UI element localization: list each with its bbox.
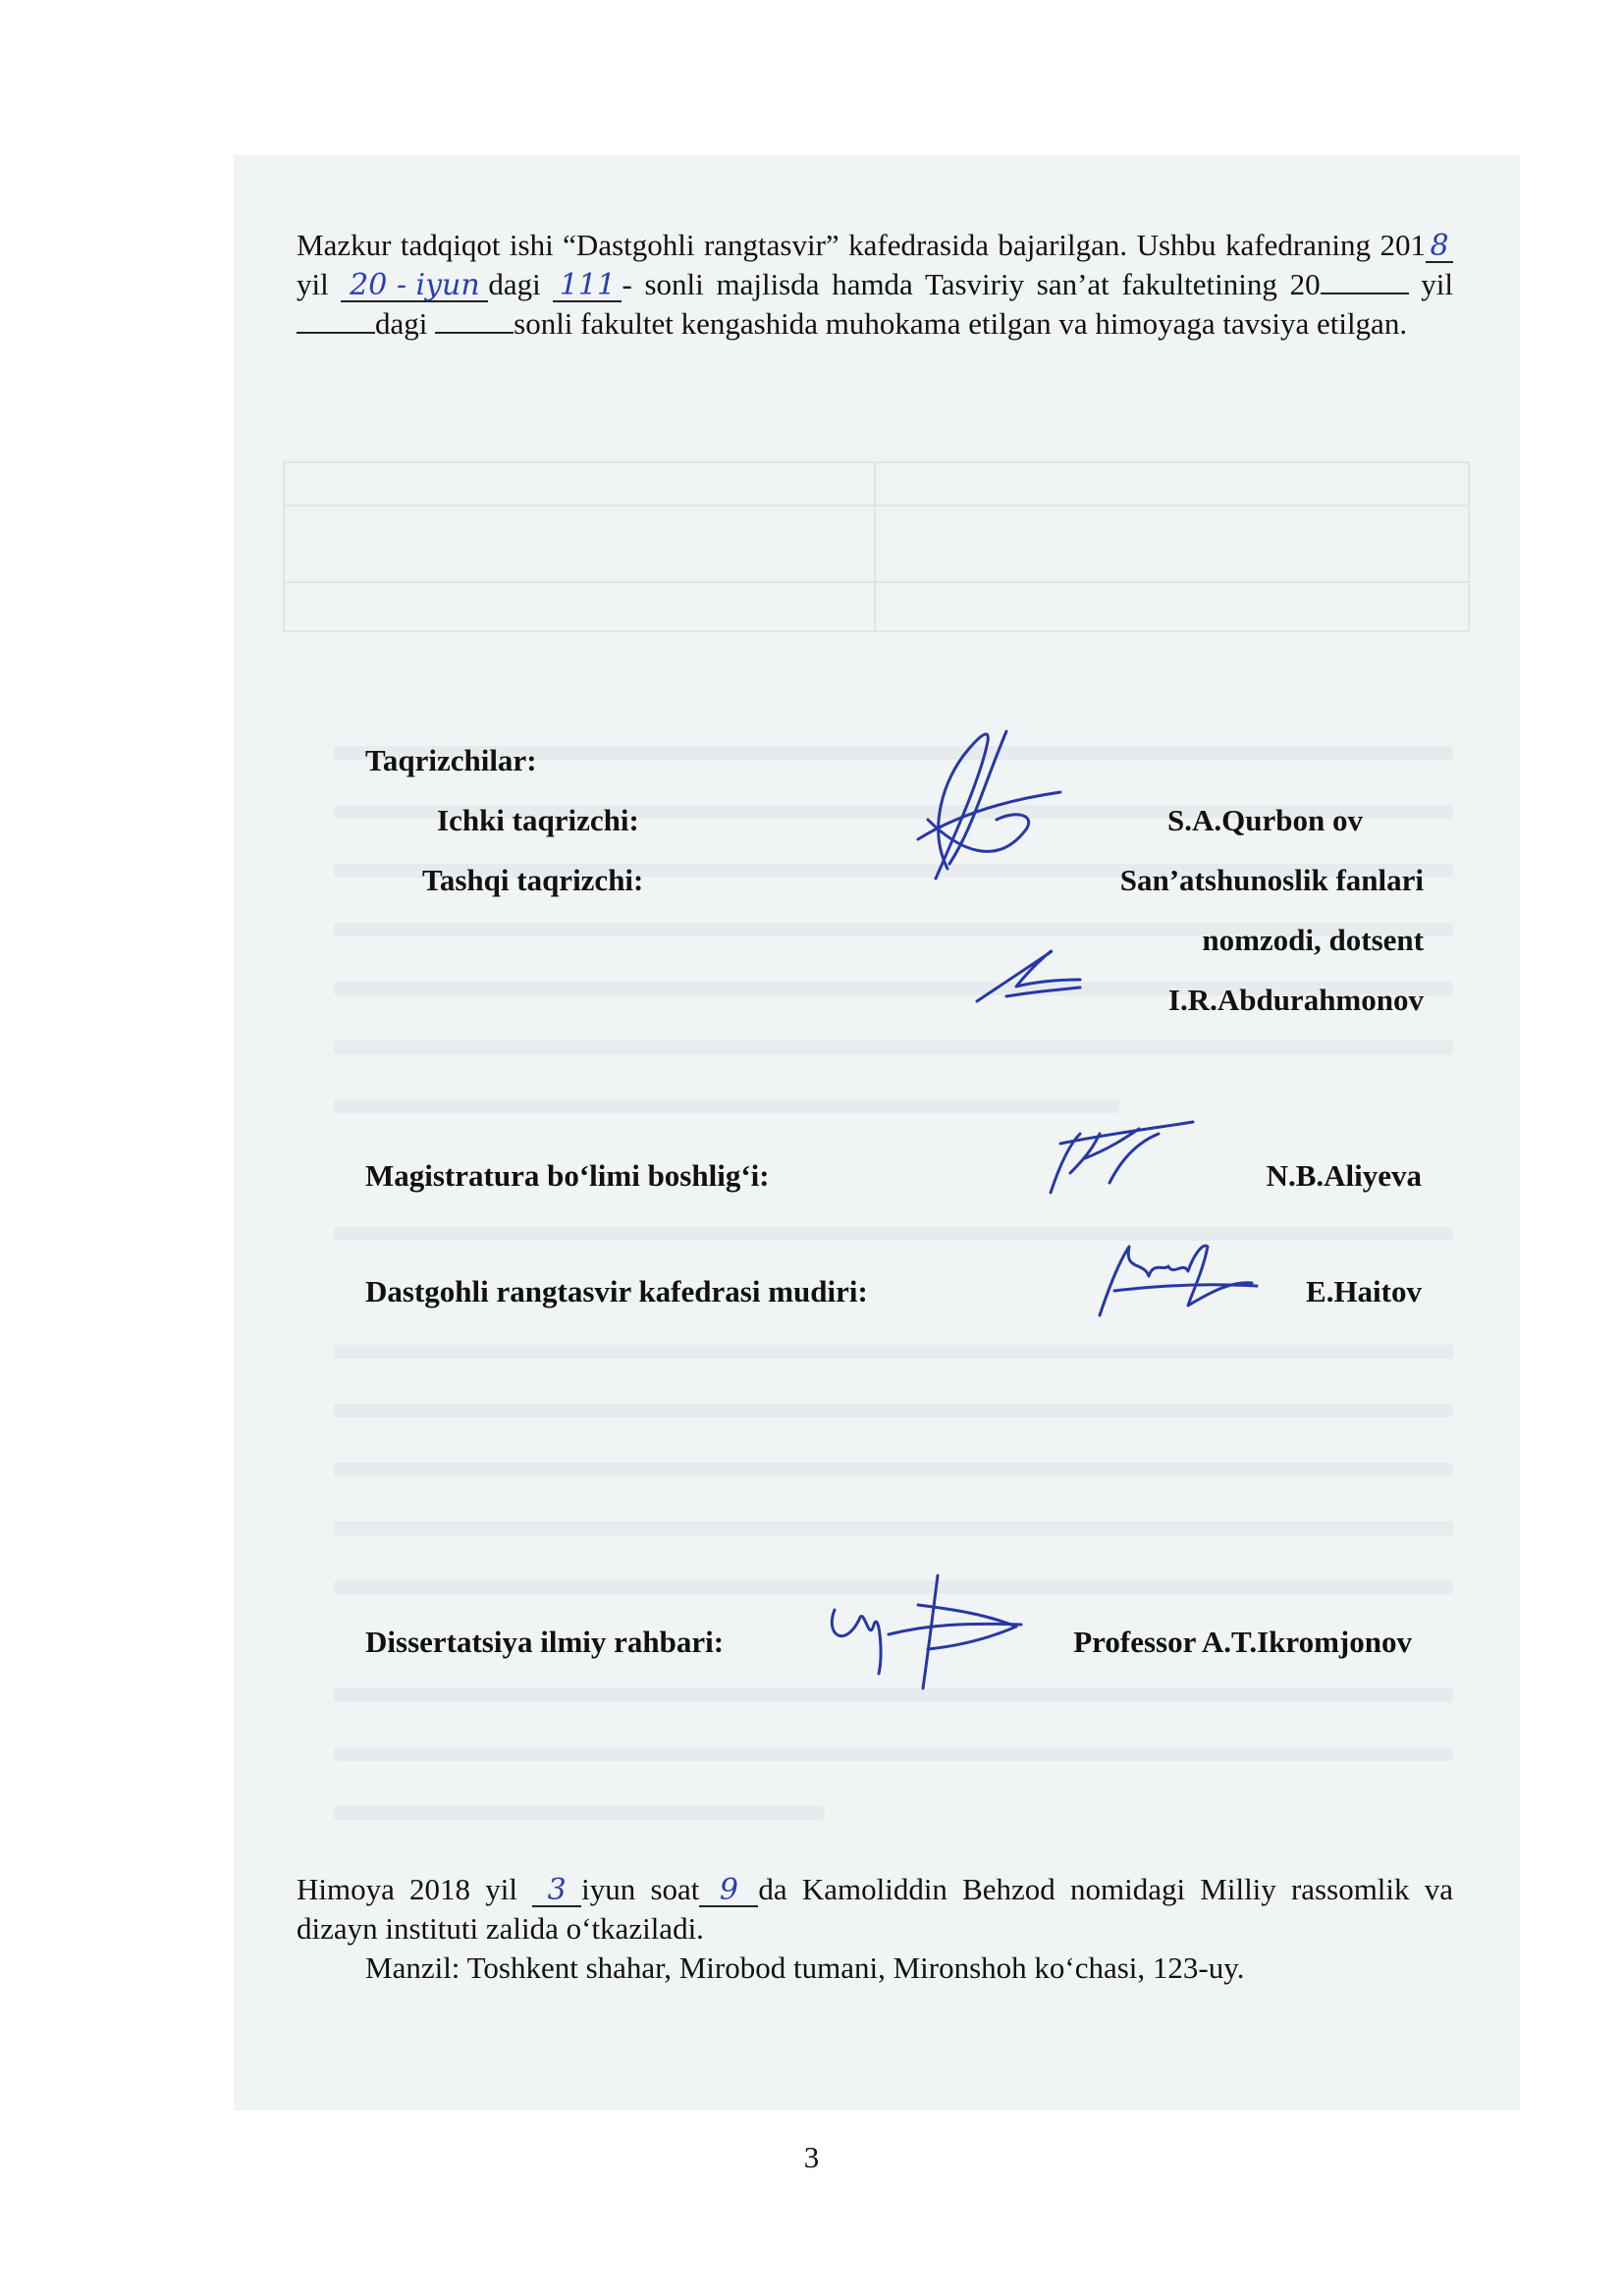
show-through-line [334, 1747, 1453, 1761]
external-reviewer-title-line1: San’atshunoslik fanlari [1119, 863, 1424, 897]
department-head-name: E.Haitov [1306, 1274, 1422, 1308]
show-through-line [334, 1099, 1119, 1113]
show-through-table [283, 461, 1470, 632]
show-through-line [334, 1404, 1453, 1417]
external-reviewer-signature [967, 942, 1085, 1011]
magistracy-head-signature [1041, 1114, 1198, 1202]
magistracy-head-name: N.B.Aliyeva [1266, 1158, 1422, 1193]
external-reviewer-label: Tashqi taqrizchi: [422, 863, 644, 897]
defense-day-handwritten: 3 [532, 1876, 581, 1907]
supervisor-label: Dissertatsiya ilmiy rahbari: [365, 1625, 725, 1659]
address: Manzil: Toshkent shahar, Mirobod tumani, Mironshoh ko‘chasi, 123-uy. [365, 1950, 1245, 1985]
supervisor-signature [820, 1566, 1031, 1693]
reviewers-heading: Taqrizchilar: [365, 743, 537, 777]
show-through-line [334, 1041, 1453, 1054]
external-reviewer-title-line2: nomzodi, dotsent [1202, 923, 1424, 957]
show-through-line [334, 1463, 1453, 1476]
intro-paragraph: Mazkur tadqiqot ishi “Dastgohli rangtasvir” kafedrasida bajarilgan. Ushbu kafedraning 201 8 yil 20 - iyun dagi 111 - sonli majlisda hamda Tasviriy san’at fakultetining 20 yil dagi sonli fakultet kengashida muhokama etilgan va himoyaga tavsiya etilgan. [297, 228, 1453, 341]
blank-number-field [435, 332, 514, 334]
defense-hour-handwritten: 9 [699, 1876, 758, 1907]
show-through-line [334, 1345, 1453, 1359]
external-reviewer-name: I.R.Abdurahmonov [1167, 983, 1424, 1017]
department-head-label: Dastgohli rangtasvir kafedrasi mudiri: [365, 1274, 868, 1308]
blank-date-field [297, 332, 375, 334]
blank-year-field [1321, 293, 1409, 294]
session-number-handwritten: 111 [553, 271, 622, 302]
magistracy-head-label: Magistratura bo‘limi boshlig‘i: [365, 1158, 770, 1193]
internal-reviewer-label: Ichki taqrizchi: [437, 803, 639, 837]
supervisor-name: Professor A.T.Ikromjonov [1073, 1625, 1412, 1659]
show-through-line [334, 1522, 1453, 1535]
date-handwritten: 20 - iyun [341, 271, 488, 302]
department-head-signature [1085, 1232, 1262, 1320]
internal-reviewer-name: S.A.Qurbon ov [1167, 803, 1363, 837]
page-number: 3 [803, 2140, 820, 2174]
defense-paragraph: Himoya 2018 yil 3 iyun soat 9 da Kamoliddin Behzod nomidagi Milliy rassomlik va dizayn instituti zalida o‘tkaziladi. [297, 1872, 1453, 1946]
year-digit-handwritten: 8 [1426, 232, 1453, 263]
show-through-line [334, 1227, 1453, 1241]
show-through-line [334, 1806, 825, 1820]
internal-reviewer-signature [889, 721, 1065, 888]
